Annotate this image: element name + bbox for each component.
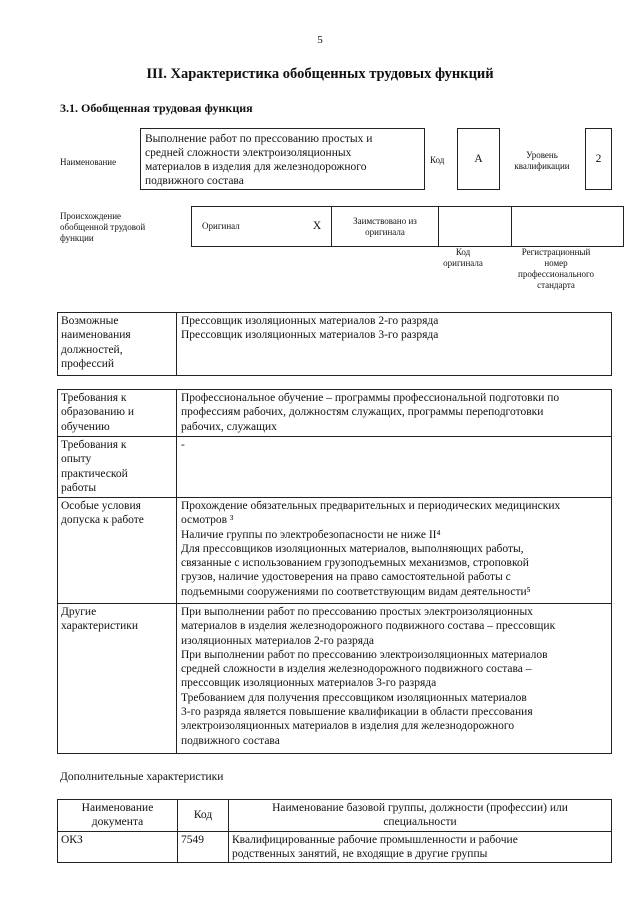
row-code: 7549 [178,831,229,863]
borrowed-label-line: оригинала [365,226,405,237]
additional-header-row [58,800,612,832]
requirement-value-line: подъемными сооружениями по соответствующим видам деятельности⁵ [181,585,531,598]
requirement-label-line: Требования к [61,392,127,404]
origin-label-line: обобщенной трудовой [60,222,146,232]
reg-caption-line: Регистрационный [521,247,591,257]
header-group-line: специальности [383,816,457,829]
requirement-label-line: работы [61,481,97,494]
requirement-label [58,437,177,498]
requirement-value [177,437,612,498]
requirement-value [177,604,612,754]
code-caption-line: Код [455,247,471,257]
header-doc-line: документа [91,816,144,829]
origin-table [191,206,624,247]
requirements-table [57,389,612,754]
requirement-value-line: рабочих, служащих [181,420,277,433]
header-group [229,800,612,832]
additional-table [57,799,612,863]
requirement-row-experience [58,437,612,498]
header-code: Код [178,800,229,832]
reg-caption-line: стандарта [537,280,575,290]
requirement-value [177,498,612,604]
original-mark: X [303,207,332,247]
header-doc [58,800,178,832]
requirement-value-line: прессовщик изоляционных материалов 3-го разряда [181,677,437,690]
requirement-label-line: образованию и [61,406,134,419]
borrowed-label [332,207,439,247]
requirement-label [58,390,177,437]
requirement-label-line: обучению [61,420,110,433]
requirement-row-other [58,604,612,754]
positions-label-line: профессий [61,357,115,370]
header-group-line: Наименование базовой группы, должности (профессии) или [272,802,568,814]
code-caption-line: оригинала [443,258,483,268]
requirement-value-line: При выполнении работ по прессованию простых электроизоляционных [181,606,533,618]
positions-label [58,313,177,376]
requirement-label-line: характеристики [61,620,139,633]
requirement-value-line: грузов, наличие удостоверения на право самостоятельной работы с [181,571,511,584]
origin-label-line: функции [60,233,94,243]
requirement-label-line: Другие [61,606,97,618]
name-value-line: подвижного состава [145,175,244,187]
row-group [229,831,612,863]
page-number: 5 [317,34,323,46]
name-value-box [140,128,425,190]
positions-label-line: Возможные [61,315,119,327]
table-row [58,831,612,863]
name-label: Наименование [60,157,117,167]
original-label: Оригинал [192,207,304,247]
name-value-line: Выполнение работ по прессованию простых и [145,133,373,145]
positions-label-line: наименования [61,329,131,342]
requirement-value-line: осмотров ³ [181,514,234,527]
level-label [507,150,577,172]
positions-value [177,313,612,376]
subsection-title: 3.1. Обобщенная трудовая функция [60,101,253,115]
code-label: Код [430,155,445,165]
reg-caption-line: профессионального [518,269,594,279]
reg-caption [500,247,612,291]
requirement-label-line: Особые условия [61,500,141,512]
level-label-line: Уровень [526,150,558,160]
requirement-label-line: допуска к работе [61,514,144,527]
requirement-value-line: Для прессовщиков изоляционных материалов, выполняющих работы, [181,542,524,555]
requirement-value-line: При выполнении работ по прессованию электроизоляционных материалов [181,648,548,661]
position-item: Прессовщик изоляционных материалов 2-го разряда [181,315,439,327]
requirement-label-line: практической [61,467,128,480]
level-value: 2 [595,153,602,165]
header-doc-line: Наименование [81,802,154,814]
requirement-label-line: Требования к [61,439,127,451]
section-title: III. Характеристика обобщенных трудовых функций [146,66,494,82]
requirement-value-line: профессиям рабочих, должностям служащих, программы переподготовки [181,406,544,419]
requirement-label [58,604,177,754]
requirement-row-admission [58,498,612,604]
requirement-value-line: изоляционных материалов 2-го разряда [181,634,375,647]
level-value-box [585,128,612,190]
row-group-line: родственных занятий, не входящие в другие группы [232,847,488,860]
code-value-box [457,128,500,190]
name-value-line: материалов в изделия для железнодорожного [145,161,367,173]
requirement-value-line: средней сложности в изделия железнодорожного подвижного состава – [181,663,532,676]
requirement-label-line: опыту [61,453,92,466]
requirement-value [177,390,612,437]
requirement-value-line: электроизоляционных материалов в изделия для железнодорожного [181,720,515,733]
requirement-value-line: Профессиональное обучение – программы профессиональной подготовки по [181,392,560,404]
requirement-label [58,498,177,604]
requirement-value-line: Прохождение обязательных предварительных и периодических медицинских [181,500,561,512]
positions-table [57,312,612,376]
origin-label-line: Происхождение [60,211,122,221]
level-label-line: квалификации [514,161,570,171]
requirement-value-line: - [181,439,185,451]
requirement-value-line: 3-го разряда является повышение квалификации в области прессования [181,706,533,719]
requirement-value-line: материалов в изделия железнодорожного подвижного состава – прессовщик [181,620,556,633]
origin-label [60,211,145,244]
requirement-value-line: подвижного состава [181,734,280,747]
row-group-line: Квалифицированные рабочие промышленности и рабочие [232,833,518,846]
name-value-line: средней сложности электроизоляционных [145,147,352,159]
positions-label-line: должностей, [61,343,123,356]
additional-title: Дополнительные характеристики [60,771,224,783]
row-doc: ОКЗ [58,831,178,863]
reg-number-cell [512,207,624,247]
requirement-value-line: Наличие группы по электробезопасности не ниже II⁴ [181,528,441,541]
borrowed-label-line: Заимствовано из [353,215,417,226]
code-caption [430,247,496,269]
requirement-row-education [58,390,612,437]
original-code-cell [439,207,512,247]
reg-caption-line: номер [544,258,568,268]
position-item: Прессовщик изоляционных материалов 3-го разряда [181,329,439,342]
requirement-value-line: Требованием для получения прессовщиком изоляционных материалов [181,691,527,704]
code-value: А [474,153,483,165]
requirement-value-line: связанные с использованием грузоподъемных механизмов, строповкой [181,557,529,570]
